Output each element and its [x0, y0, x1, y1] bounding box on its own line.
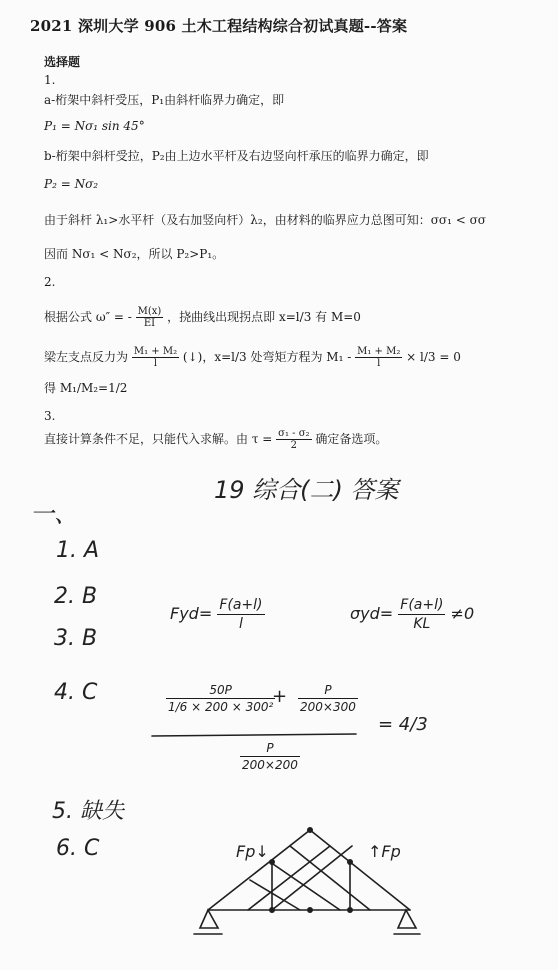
- answer-1: 1. A: [56, 538, 100, 563]
- q2-line2-end: × l/3 = 0: [406, 350, 461, 364]
- fraction-denominator: 200×200: [242, 758, 298, 772]
- fraction-denominator: EI: [143, 318, 156, 329]
- q2-number: 2.: [44, 275, 56, 289]
- page-title: 2021 深圳大学 906 土木工程结构综合初试真题--答案: [30, 17, 408, 35]
- section-label: 选择题: [44, 55, 81, 69]
- q1-b-text: b-桁架中斜杆受拉，P₂由上边水平杆及右边竖向杆承压的临界力确定，即: [44, 149, 429, 163]
- truss-node: [307, 907, 313, 913]
- fraction-numerator: P: [240, 740, 300, 757]
- truss-inner-diagonal-3: [290, 846, 370, 910]
- truss-inner-diagonal-1: [248, 846, 330, 910]
- fraction-numerator: M₁ + M₂: [357, 346, 401, 357]
- truss-node: [269, 907, 275, 913]
- truss-inner-diagonal-5: [250, 880, 300, 910]
- answer-3: 3. B: [54, 626, 98, 651]
- fraction-denominator: l: [238, 616, 243, 632]
- q1-a-text: a-桁架中斜杆受压，P₁由斜杆临界力确定，即: [44, 93, 285, 107]
- fraction-numerator: M(x): [137, 306, 162, 317]
- q1-reason-text: 由于斜杆 λ₁>水平杆（及右加竖向杆）λ₂，由材料的临界应力总图可知：σσ₁ < σσ: [44, 213, 486, 227]
- fraction-denominator: 200×300: [300, 700, 356, 714]
- fraction-numerator: F(a+l): [400, 597, 444, 613]
- fraction-denominator: KL: [413, 616, 431, 632]
- handwritten-heading: 19 综合(二) 答案: [214, 476, 399, 504]
- q3-number: 3.: [44, 409, 56, 423]
- q2-line2-mid: (↓)，x=l/3 处弯矩方程为 M₁ -: [182, 350, 352, 364]
- truss-label-left: Fp↓: [236, 842, 269, 861]
- fraction-denominator: l: [377, 358, 381, 369]
- fraction-numerator: F(a+l): [219, 597, 263, 613]
- q1-conclusion-text: 因而 Nσ₁ < Nσ₂，所以 P₂>P₁。: [44, 247, 225, 261]
- left-support: [200, 910, 218, 928]
- fyd-label: Fyd=: [170, 604, 213, 623]
- right-support: [398, 910, 416, 928]
- q4-plus: +: [272, 686, 288, 707]
- fraction-denominator: l: [153, 358, 158, 369]
- q4-fraction-bar: [152, 734, 356, 736]
- q2-line3: 得 M₁/M₂=1/2: [44, 381, 128, 395]
- fraction-denominator: 1/6 × 200 × 300²: [168, 700, 274, 714]
- q3-line1-post: 确定备选项。: [315, 432, 388, 446]
- q1-a-formula: P₁ = Nσ₁ sin 45°: [44, 119, 145, 133]
- sigma-tail: ≠0: [450, 604, 475, 623]
- truss-node: [347, 907, 353, 913]
- answer-4: 4. C: [54, 680, 98, 705]
- answer-6: 6. C: [56, 836, 100, 861]
- truss-label-right: ↑Fp: [368, 842, 401, 861]
- q2-line2-pre: 梁左支点反力为: [44, 350, 129, 364]
- sigma-label: σyd=: [350, 604, 394, 623]
- fraction-numerator: M₁ + M₂: [133, 346, 178, 357]
- truss-node: [347, 859, 353, 865]
- truss-node: [307, 827, 313, 833]
- truss-left-slope: [208, 830, 310, 910]
- answer-5: 5. 缺失: [52, 799, 124, 824]
- q3-line1-pre: 直接计算条件不足，只能代入求解。由 τ =: [44, 432, 273, 446]
- fraction-numerator: 50P: [166, 682, 275, 699]
- q4-result: = 4/3: [378, 714, 428, 735]
- q1-number: 1.: [44, 73, 56, 87]
- fraction-numerator: P: [298, 682, 358, 699]
- q2-line1-post: ，挠曲线出现拐点即 x=l/3 有 M=0: [167, 310, 361, 324]
- answer-2: 2. B: [54, 584, 98, 609]
- truss-right-slope: [310, 830, 410, 910]
- q1-b-formula: P₂ = Nσ₂: [44, 177, 99, 191]
- q2-line1-pre: 根据公式 ω″ = -: [44, 310, 132, 324]
- handwritten-section-mark: 一、: [30, 500, 78, 528]
- truss-node: [269, 859, 275, 865]
- fraction-denominator: 2: [290, 440, 298, 451]
- fraction-numerator: σ₁ - σ₂: [278, 428, 310, 439]
